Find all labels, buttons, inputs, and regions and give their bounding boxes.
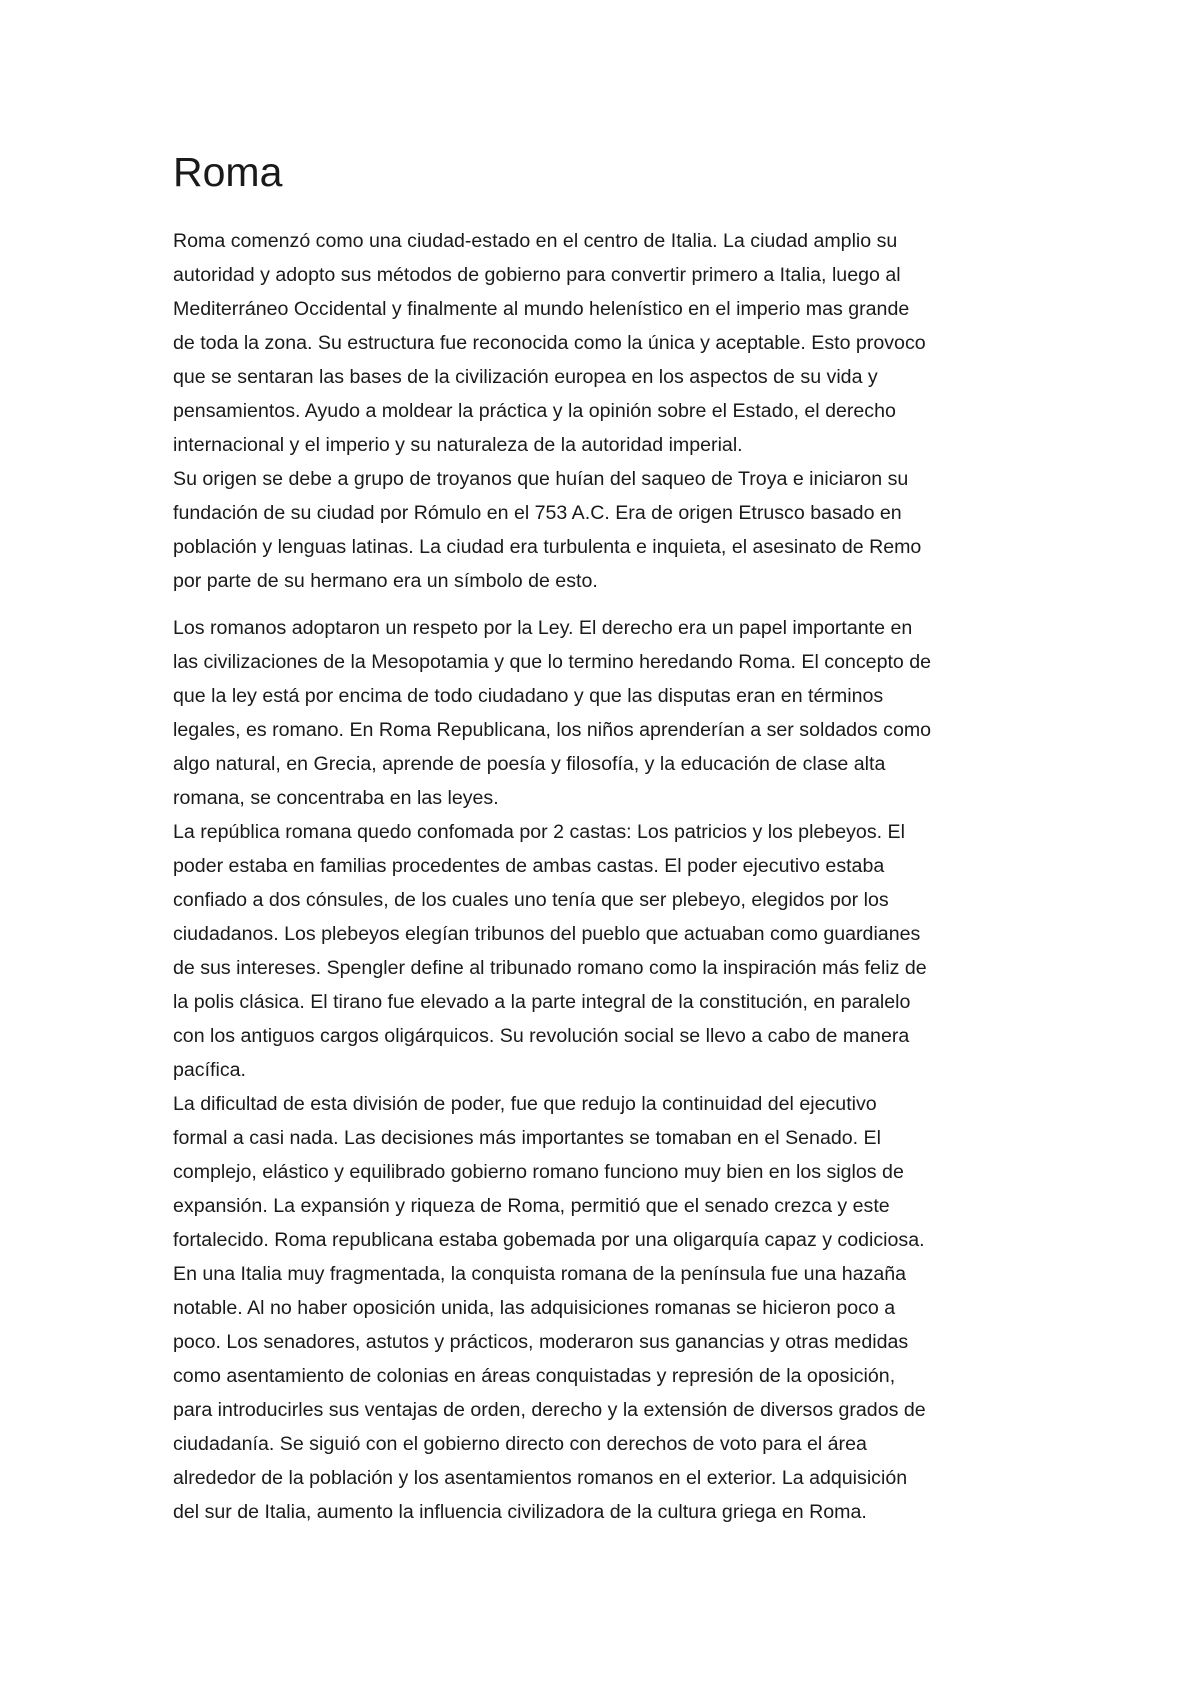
text-line: legales, es romano. En Roma Republicana, los niños aprenderían a ser soldados como — [173, 719, 932, 741]
text-line: del sur de Italia, aumento la influencia civilizadora de la cultura griega en Roma. — [173, 1501, 867, 1523]
text-line: confiado a dos cónsules, de los cuales uno tenía que ser plebeyo, elegidos por los — [173, 889, 889, 911]
text-line: para introducirles sus ventajas de orden, derecho y la extensión de diversos grados de — [173, 1399, 926, 1421]
paragraph-4 — [173, 815, 1043, 1087]
paragraph-1 — [173, 224, 1043, 462]
text-line: de toda la zona. Su estructura fue reconocida como la única y aceptable. Esto provoco — [173, 332, 926, 354]
document-body — [173, 224, 1043, 1529]
text-line: pacífica. — [173, 1059, 246, 1081]
document-title: Roma — [173, 149, 283, 195]
text-line: La república romana quedo confomada por 2 castas: Los patricios y los plebeyos. El — [173, 821, 905, 843]
paragraph-5 — [173, 1087, 1043, 1529]
text-line: las civilizaciones de la Mesopotamia y que lo termino heredando Roma. El concepto de — [173, 651, 932, 673]
paragraph-3 — [173, 611, 1043, 815]
text-line: con los antiguos cargos oligárquicos. Su revolución social se llevo a cabo de manera — [173, 1025, 910, 1047]
text-line: pensamientos. Ayudo a moldear la práctica y la opinión sobre el Estado, el derecho — [173, 400, 896, 422]
text-line: que la ley está por encima de todo ciudadano y que las disputas eran en términos — [173, 685, 884, 707]
text-line: ciudadanía. Se siguió con el gobierno directo con derechos de voto para el área — [173, 1433, 867, 1455]
paragraph-spacing — [173, 598, 1043, 611]
text-line: internacional y el imperio y su naturaleza de la autoridad imperial. — [173, 434, 743, 456]
text-line: la polis clásica. El tirano fue elevado a la parte integral de la constitución, en paralelo — [173, 991, 911, 1013]
text-line: como asentamiento de colonias en áreas conquistadas y represión de la oposición, — [173, 1365, 896, 1387]
text-line: fortalecido. Roma republicana estaba gobemada por una oligarquía capaz y codiciosa. — [173, 1229, 925, 1251]
text-line: alrededor de la población y los asentamientos romanos en el exterior. La adquisición — [173, 1467, 908, 1489]
text-line: En una Italia muy fragmentada, la conquista romana de la península fue una hazaña — [173, 1263, 907, 1285]
paragraph-2 — [173, 462, 1043, 598]
text-line: de sus intereses. Spengler define al tribunado romano como la inspiración más feliz de — [173, 957, 927, 979]
text-line: Mediterráneo Occidental y finalmente al mundo helenístico en el imperio mas grande — [173, 298, 910, 320]
text-line: Roma comenzó como una ciudad-estado en el centro de Italia. La ciudad amplio su — [173, 230, 898, 252]
text-line: poco. Los senadores, astutos y prácticos, moderaron sus ganancias y otras medidas — [173, 1331, 909, 1353]
text-line: fundación de su ciudad por Rómulo en el 753 A.C. Era de origen Etrusco basado en — [173, 502, 902, 524]
text-line: notable. Al no haber oposición unida, las adquisiciones romanas se hicieron poco a — [173, 1297, 896, 1319]
text-line: Los romanos adoptaron un respeto por la Ley. El derecho era un papel importante en — [173, 617, 913, 639]
text-line: formal a casi nada. Las decisiones más importantes se tomaban en el Senado. El — [173, 1127, 881, 1149]
text-line: algo natural, en Grecia, aprende de poesía y filosofía, y la educación de clase alta — [173, 753, 886, 775]
text-line: expansión. La expansión y riqueza de Roma, permitió que el senado crezca y este — [173, 1195, 890, 1217]
text-line: Su origen se debe a grupo de troyanos que huían del saqueo de Troya e iniciaron su — [173, 468, 909, 490]
text-line: romana, se concentraba en las leyes. — [173, 787, 499, 809]
text-line: por parte de su hermano era un símbolo de esto. — [173, 570, 598, 592]
text-line: que se sentaran las bases de la civilización europea en los aspectos de su vida y — [173, 366, 878, 388]
text-line: población y lenguas latinas. La ciudad era turbulenta e inquieta, el asesinato de Remo — [173, 536, 922, 558]
text-line: La dificultad de esta división de poder, fue que redujo la continuidad del ejecutivo — [173, 1093, 877, 1115]
text-line: autoridad y adopto sus métodos de gobierno para convertir primero a Italia, luego al — [173, 264, 901, 286]
text-line: complejo, elástico y equilibrado gobierno romano funciono muy bien en los siglos de — [173, 1161, 904, 1183]
text-line: ciudadanos. Los plebeyos elegían tribunos del pueblo que actuaban como guardianes — [173, 923, 921, 945]
text-line: poder estaba en familias procedentes de ambas castas. El poder ejecutivo estaba — [173, 855, 885, 877]
